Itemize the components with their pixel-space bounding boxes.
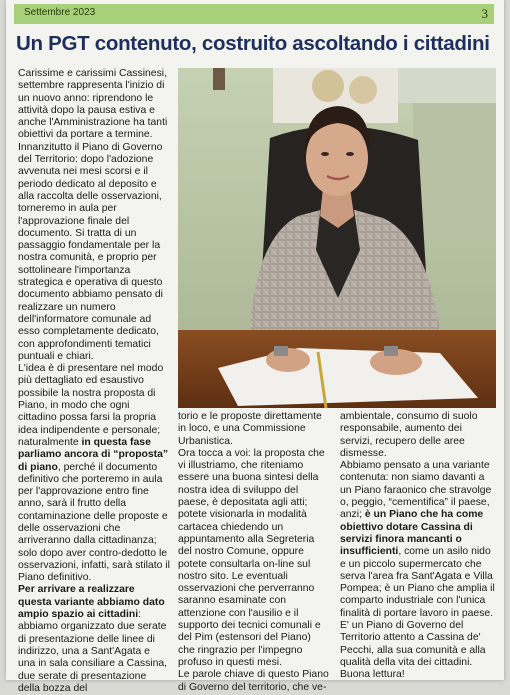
paragraph: ambientale, consumo di suolo responsabile, aumento dei servizi, recupero delle aree dismesse.	[340, 411, 478, 459]
page-number: 3	[481, 6, 488, 21]
article-column-1	[18, 68, 170, 695]
article-headline: Un PGT contenuto, costruito ascoltando i cittadini	[16, 32, 490, 55]
paragraph: Per arrivare a realizzare questa variante abbiamo dato ampio spazio ai cittadini: abbiamo organizzato due serate di presentazione delle linee di indirizzo, una a Sant'Agata e una in sala consiliare a Cassina, due serate di presentazione della bozza del	[18, 584, 168, 694]
paragraph: L'idea è di presentare nel modo più dettagliato ed esaustivo possibile la nostra proposta di Piano, in modo che ogni cittadino possa farsi la propria idea indipendente e personale; naturalmente in questa fase parliamo ancora di “proposta” di piano, perché il documento definitivo che porteremo in aula per l'approvazione entro fine anno, sarà il frutto della contaminazione delle proposte e delle osservazioni che arriveranno dalla cittadinanza; solo dopo aver contro-dedotto le osservazioni, infatti, sarà stilato il Piano definitivo.	[18, 363, 170, 584]
article-column-3	[340, 411, 496, 682]
paragraph: Buona lettura!	[340, 669, 405, 681]
paragraph: E' un Piano di Governo del Territorio attento a Cassina de' Pecchi, alla sua comunità e alla qualità della vita dei cittadini.	[340, 620, 486, 668]
top-banner	[14, 4, 494, 24]
paragraph: torio e le proposte direttamente in loco, e una Commissione Urbanistica.	[178, 411, 322, 447]
mayor-portrait-photo	[178, 68, 496, 408]
paragraph: Le parole chiave di questo Piano di Governo del territorio, che ve-	[178, 669, 329, 693]
newspaper-page	[6, 0, 504, 694]
issue-date: Settembre 2023	[24, 7, 96, 18]
paragraph: Carissime e carissimi Cassinesi, settembre rappresenta l'inizio di un nuovo anno: riprendono le attività dopo la pausa estiva e anche l'Amministrazione ha tanti obiettivi da portare a termine. Innanzitutto il Piano di Governo del Territorio: dopo l'adozione avvenuta nei mesi scorsi e il periodo dedicato al deposito e alla raccolta delle osservazioni, torneremo in aula per l'approvazione finale del documento. Si tratta di un passaggio fondamentale per la nostra comunità, e proprio per sottolineare l'importanza strategica e operativa di questo documento abbiamo pensato di realizzare un numero dell'informatore comunale ad esso completamente dedicato, con approfondimenti tematici puntuali e chiari.	[18, 68, 168, 362]
paragraph: Abbiamo pensato a una variante contenuta: non siamo davanti a un Piano faraonico che stravolge o, peggio, “cementifica” il paese, anzi; è un Piano che ha come obiettivo dotare Cassina di servizi finora mancanti o insufficienti, come un asilo nido e un piccolo supermercato che serva l'area fra Sant'Agata e Villa Pompea; è un Piano che amplia il comparto industriale con l'unica finalità di portare lavoro in paese.	[340, 460, 495, 619]
paragraph: Ora tocca a voi: la proposta che vi illustriamo, che riteniamo essere una buona sintesi della nostra idea di sviluppo del paese, è depositata agli atti; potete visionarla in modalità cartacea chiedendo un appuntamento alla Segreteria del nostro Comune, oppure potete consultarla on-line sul nostro sito. Le eventuali osservazioni che perverranno saranno esaminate con attenzione con l'ausilio e il supporto dei tecnici comunali e del Pim (estensori del Piano) che ringrazio per l'impegno profuso in questi mesi.	[178, 447, 325, 668]
portrait-photo-icon	[178, 68, 496, 408]
article-column-2	[178, 411, 330, 694]
